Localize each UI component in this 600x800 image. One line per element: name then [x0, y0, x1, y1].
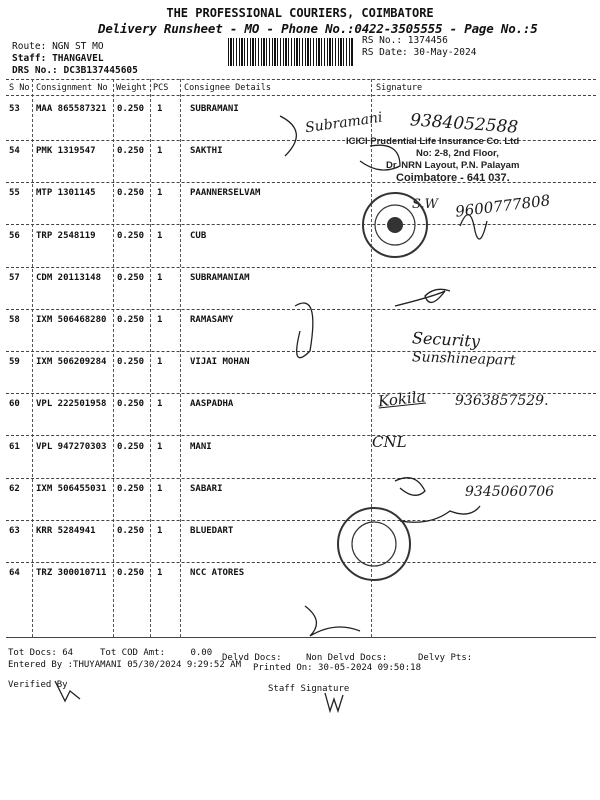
signature-stroke: [305, 606, 360, 636]
cell-pcs: 1: [157, 357, 163, 367]
drs-value: DC3B137445605: [63, 65, 138, 76]
table-bottom-border: [6, 637, 596, 638]
delvy-pts-label: Delvy Pts:: [418, 653, 473, 663]
handwritten-signature: CNL: [372, 433, 407, 451]
cell-sno: 62: [9, 484, 20, 494]
col-divider: [180, 79, 181, 637]
col-header-signature: Signature: [376, 83, 423, 93]
rs-date-field: [362, 47, 476, 58]
cell-pcs: 1: [157, 442, 163, 452]
cell-consignment: VPL 947270303: [36, 442, 107, 452]
cell-sno: 56: [9, 231, 20, 241]
printed-on-label: Printed On:: [253, 663, 313, 673]
col-divider: [150, 79, 151, 637]
cell-sno: 55: [9, 188, 20, 198]
round-seal-icon: [360, 190, 430, 260]
signature-stroke: [395, 478, 425, 496]
cell-pcs: 1: [157, 146, 163, 156]
cell-consignee: BLUEDART: [190, 526, 234, 536]
cell-sno: 64: [9, 568, 20, 578]
entered-by-field: [8, 660, 241, 670]
cell-weight: 0.250: [117, 231, 145, 241]
cell-weight: 0.250: [117, 568, 145, 578]
rs-no-value: 1374456: [407, 35, 448, 46]
cell-consignment: PMK 1319547: [36, 146, 96, 156]
runsheet-subtitle: Delivery Runsheet - MO - Phone No.:0422-3505555 - Page No.:5: [98, 21, 538, 36]
cell-weight: 0.250: [117, 188, 145, 198]
cell-pcs: 1: [157, 231, 163, 241]
non-delvd-docs-label: Non Delvd Docs:: [306, 653, 388, 663]
drs-label: DRS No.:: [12, 65, 58, 76]
cell-consignee: AASPADHA: [190, 399, 234, 409]
cell-pcs: 1: [157, 526, 163, 536]
handwritten-phone: 9384052588: [409, 110, 519, 138]
cell-pcs: 1: [157, 568, 163, 578]
cell-pcs: 1: [157, 315, 163, 325]
cell-consignee: SAKTHI: [190, 146, 223, 156]
cell-weight: 0.250: [117, 442, 145, 452]
col-header-consignee: Consignee Details: [184, 83, 271, 93]
col-header-consignment: Consignment No: [36, 83, 108, 93]
cell-sno: 57: [9, 273, 20, 283]
cell-sno: 58: [9, 315, 20, 325]
cell-weight: 0.250: [117, 104, 145, 114]
handwritten-phone: 9600777808: [454, 191, 552, 221]
printed-on-field: [253, 663, 421, 673]
verified-by-label: Verified By: [8, 680, 68, 690]
staff-signature-stroke: [320, 688, 350, 716]
cell-weight: 0.250: [117, 484, 145, 494]
tot-cod-field: [100, 648, 212, 658]
verifier-signature-stroke: [50, 676, 90, 706]
staff-signature-label: Staff Signature: [268, 684, 350, 694]
handwritten-signature: Security: [411, 328, 481, 351]
cell-consignee: NCC ATORES: [190, 568, 245, 578]
tot-docs-value: 64: [62, 648, 74, 658]
col-header-weight: Weight: [116, 83, 147, 93]
cell-weight: 0.250: [117, 357, 145, 367]
cell-sno: 61: [9, 442, 20, 452]
cell-sno: 60: [9, 399, 20, 409]
route-label: Route:: [12, 41, 47, 52]
drs-field: [12, 65, 138, 76]
signature-stroke: [395, 289, 450, 306]
cell-consignee: PAANNERSELVAM: [190, 188, 261, 198]
staff-field: [12, 53, 104, 64]
cell-pcs: 1: [157, 484, 163, 494]
cell-consignment: IXM 506468280: [36, 315, 107, 325]
cell-consignment: TRZ 300010711: [36, 568, 107, 578]
table-top-border: [6, 79, 596, 80]
cell-consignee: RAMASAMY: [190, 315, 234, 325]
stamp-line: ICICI Prudential Life Insurance Co. Ltd: [346, 136, 520, 147]
tot-cod-value: 0.00: [190, 648, 213, 658]
cell-weight: 0.250: [117, 526, 145, 536]
cell-pcs: 1: [157, 188, 163, 198]
cell-consignee: CUB: [190, 231, 207, 241]
round-seal-icon: [335, 505, 413, 583]
cell-sno: 59: [9, 357, 20, 367]
signature-stroke: [460, 215, 487, 239]
route-value: NGN ST MO: [52, 41, 104, 52]
printed-on-value: 30-05-2024 09:50:18: [318, 663, 421, 673]
rs-date-value: 30-May-2024: [413, 47, 477, 58]
col-header-pcs: PCS: [153, 83, 169, 93]
cell-consignment: IXM 506209284: [36, 357, 107, 367]
entered-by-value: THUYAMANI 05/30/2024 9:29:52 AM: [73, 660, 242, 670]
cell-weight: 0.250: [117, 146, 145, 156]
handwritten-phone: 9363857529.: [455, 393, 549, 409]
tot-docs-field: [8, 648, 73, 658]
cell-consignment: MAA 865587321: [36, 104, 107, 114]
cell-weight: 0.250: [117, 315, 145, 325]
cell-consignment: MTP 1301145: [36, 188, 96, 198]
tot-cod-label: Tot COD Amt:: [100, 648, 166, 658]
cell-consignee: VIJAI MOHAN: [190, 357, 250, 367]
company-title: THE PROFESSIONAL COURIERS, COIMBATORE: [166, 6, 434, 20]
route-field: [12, 41, 104, 52]
cell-consignment: CDM 20113148: [36, 273, 102, 283]
cell-weight: 0.250: [117, 399, 145, 409]
entered-by-label: Entered By :: [8, 660, 74, 670]
col-divider: [32, 79, 33, 637]
cell-sno: 54: [9, 146, 20, 156]
cell-pcs: 1: [157, 399, 163, 409]
handwritten-signature: Subramani: [304, 109, 384, 137]
handwritten-signature: Sunshineapart: [411, 349, 516, 369]
stamp-line: No: 2-8, 2nd Floor,: [416, 148, 499, 159]
rs-date-label: RS Date:: [362, 47, 408, 58]
rs-no-field: [362, 35, 448, 46]
col-header-sno: S No: [9, 83, 30, 93]
delvd-docs-label: Delvd Docs:: [222, 653, 282, 663]
company-stamp: [346, 136, 519, 184]
handwritten-phone: 9345060706: [465, 484, 555, 500]
cell-consignment: IXM 506455031: [36, 484, 107, 494]
stamp-line: Coimbatore - 641 037.: [396, 172, 510, 184]
cell-consignment: KRR 5284941: [36, 526, 96, 536]
rs-no-label: RS No.:: [362, 35, 403, 46]
staff-value: THANGAVEL: [52, 53, 104, 64]
stamp-line: Dr. NRN Layout, P.N. Palayam: [386, 160, 520, 171]
handwritten-signature: Kokila: [377, 387, 427, 411]
col-divider: [113, 79, 114, 637]
handwritten-signature: S.W: [412, 197, 438, 212]
cell-sno: 53: [9, 104, 20, 114]
cell-pcs: 1: [157, 273, 163, 283]
signature-stroke: [295, 303, 313, 358]
cell-consignee: SUBRAMANI: [190, 104, 239, 114]
cell-consignee: SUBRAMANIAM: [190, 273, 250, 283]
tot-docs-label: Tot Docs:: [8, 648, 57, 658]
cell-consignment: VPL 222501958: [36, 399, 107, 409]
cell-pcs: 1: [157, 104, 163, 114]
staff-label: Staff:: [12, 53, 47, 64]
barcode: [228, 38, 354, 66]
signature-stroke: [280, 116, 296, 156]
cell-consignment: TRP 2548119: [36, 231, 96, 241]
cell-consignee: SABARI: [190, 484, 223, 494]
cell-sno: 63: [9, 526, 20, 536]
cell-weight: 0.250: [117, 273, 145, 283]
cell-consignee: MANI: [190, 442, 212, 452]
